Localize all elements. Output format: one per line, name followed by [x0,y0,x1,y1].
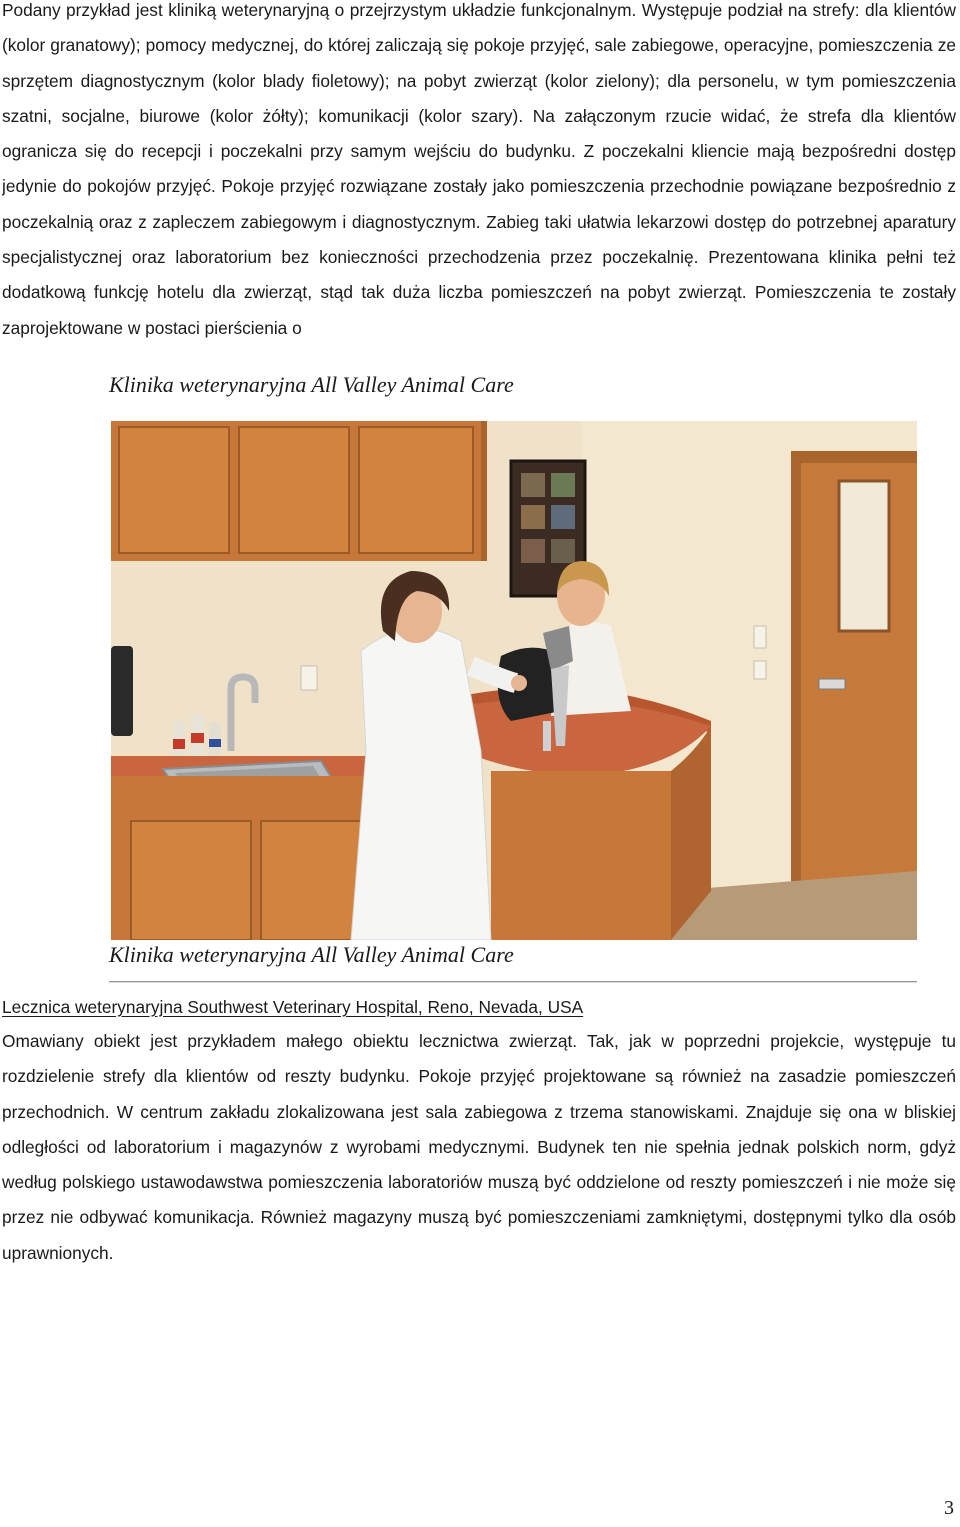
exam-room-illustration [111,421,917,940]
page-number: 3 [944,1497,954,1519]
paragraph-intro-text: Podany przykład jest kliniką weterynaryjną o przejrzystym układzie funkcjonalnym. Występuje podział na strefy: dla klientów (kolor granatowy); pomocy medycznej, do której zaliczają się pokoje przyjęć, sale zabiegowe, operacyjne, pomieszczenia ze sprzętem diagnostycznym (kolor blady fioletowy); na pobyt zwierząt (kolor zielony); dla personelu, w tym pomieszczenia szatni, socjalne, biurowe (kolor żółty); komunikacji (kolor szary). Na załączonym rzucie widać, że strefa dla klientów ogranicza się do recepcji i poczekalni przy samym wejściu do budynku. Z poczekalni kliencie mają bezpośredni dostęp jedynie do pokojów przyjęć. Pokoje przyjęć rozwiązane zostały jako pomieszczenia przechodnie powiązane bezpośrednio z poczekalnią oraz z zapleczem zabiegowym i diagnostycznym. Zabieg taki ułatwia lekarzowi dostęp do potrzebnej aparatury specjalistycznej oraz laboratorium bez konieczności przechodzenia przez poczekalnię. Prezentowana klinika pełni też dodatkową funkcję hotelu dla zwierząt, stąd tak duża liczba pomieszczeń na pobyt zwierząt. Pomieszczenia te zostały zaprojektowane w postaci pierścienia o [2,0,956,338]
exam-table-base [491,771,671,940]
door-window [839,481,889,631]
photo-caption: Klinika weterynaryjna All Valley Animal Care [109,942,514,967]
clinic-photo [111,421,917,940]
paragraph-southwest: Omawiany obiekt jest przykładem małego obiektu lecznictwa zwierząt. Tak, jak w poprzedni projekcie, występuje tu rozdzielenie strefy dla klientów od reszty budynku. Pokoje przyjęć projektowane są również na zasadzie pomieszczeń przechodnich. W centrum zakładu zlokalizowana jest sala zabiegowa z trzema stanowiskami. Znajduje się ona w bliskiej odległości od laboratorium i magazynów z wyrobami medycznymi. Budynek ten nie spełnia jednak polskich norm, gdyż według polskiego ustawodawstwa pomieszczenia laboratoriów muszą być oddzielone od reszty pomieszczeń i nie może się przez nie odbywać komunikacja. Również magazyny muszą być pomieszczeniami zamkniętymi, dostępnymi tylko dla osób uprawnionych. [2,1031,956,1263]
paragraph-intro [2,0,956,413]
section-heading: Lecznica weterynaryjna Southwest Veterinary Hospital, Reno, Nevada, USA [2,997,584,1017]
caption-divider [109,981,917,982]
overlapping-caption: Klinika weterynaryjna All Valley Animal Care [109,370,520,400]
